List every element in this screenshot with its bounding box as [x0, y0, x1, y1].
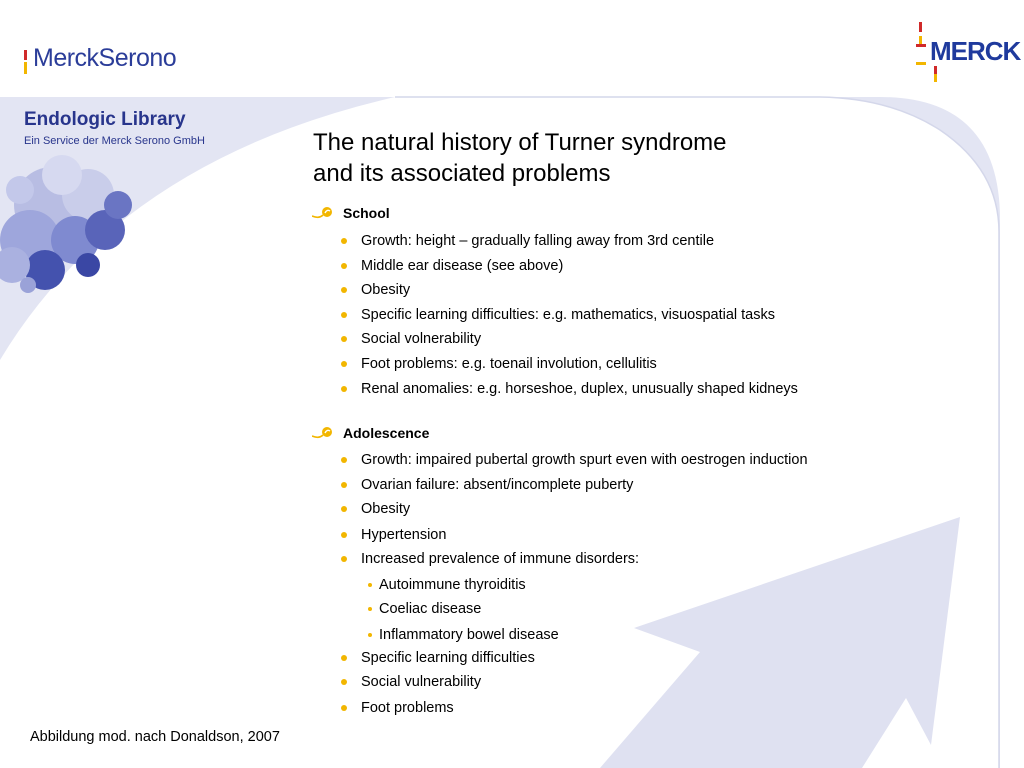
- merck-serono-logo-mark: [24, 40, 30, 76]
- bullet-dot-icon: [341, 532, 347, 538]
- list-item: Specific learning difficulties: e.g. mathematics, visuospatial tasks: [341, 307, 775, 323]
- bullet-dot-icon: [341, 556, 347, 562]
- sub-list-item: Coeliac disease: [368, 601, 481, 617]
- list-item: Ovarian failure: absent/incomplete puberty: [341, 477, 633, 493]
- bullet-dot-icon: [368, 607, 372, 611]
- list-item: Growth: impaired pubertal growth spurt even with oestrogen induction: [341, 452, 808, 468]
- section-adolescence: [312, 425, 429, 441]
- sub-list-item: Inflammatory bowel disease: [368, 627, 559, 643]
- list-item: Obesity: [341, 501, 410, 517]
- bullet-dot-icon: [341, 361, 347, 367]
- bullet-dot-icon: [341, 312, 347, 318]
- merck-logo-text: MERCK: [930, 36, 1021, 66]
- merck-serono-logo-text: MerckSerono: [33, 43, 177, 72]
- slide-title: [313, 127, 727, 189]
- library-title: Endologic Library: [24, 109, 186, 130]
- bullet-dot-icon: [341, 705, 347, 711]
- bullet-dot-icon: [341, 386, 347, 392]
- merck-serono-logo: [24, 38, 176, 78]
- list-item: Foot problems: [341, 700, 454, 716]
- slide-title-line-2: and its associated problems: [313, 160, 611, 187]
- section-school: [312, 205, 390, 221]
- bullet-dot-icon: [341, 263, 347, 269]
- list-item: Hypertension: [341, 527, 446, 543]
- list-item: Obesity: [341, 282, 410, 298]
- list-item: Growth: height – gradually falling away from 3rd centile: [341, 233, 714, 249]
- list-item: Middle ear disease (see above): [341, 258, 563, 274]
- bullet-dot-icon: [341, 287, 347, 293]
- list-item: Social vulnerability: [341, 674, 481, 690]
- sub-list-item: Autoimmune thyroiditis: [368, 577, 526, 593]
- swirl-bullet-icon: [312, 206, 334, 220]
- list-item: Foot problems: e.g. toenail involution, cellulitis: [341, 356, 657, 372]
- bullet-dot-icon: [341, 679, 347, 685]
- list-item: Social volnerability: [341, 331, 481, 347]
- section-adolescence-label: Adolescence: [343, 425, 430, 441]
- merck-logo: [916, 22, 1021, 82]
- bullet-dot-icon: [368, 583, 372, 587]
- bullet-dot-icon: [341, 238, 347, 244]
- bullet-dot-icon: [341, 655, 347, 661]
- section-school-label: School: [343, 205, 390, 221]
- bullet-dot-icon: [341, 506, 347, 512]
- list-item: Renal anomalies: e.g. horseshoe, duplex, unusually shaped kidneys: [341, 381, 798, 397]
- bullet-dot-icon: [368, 633, 372, 637]
- bullet-dot-icon: [341, 457, 347, 463]
- swirl-bullet-icon: [312, 426, 334, 440]
- list-item: Specific learning difficulties: [341, 650, 535, 666]
- list-item: Increased prevalence of immune disorders:: [341, 551, 639, 567]
- bullet-dot-icon: [341, 482, 347, 488]
- bullet-dot-icon: [341, 336, 347, 342]
- slide-title-line-1: The natural history of Turner syndrome: [313, 129, 727, 156]
- citation-note: Abbildung mod. nach Donaldson, 2007: [30, 729, 280, 745]
- library-subtitle: Ein Service der Merck Serono GmbH: [24, 135, 205, 147]
